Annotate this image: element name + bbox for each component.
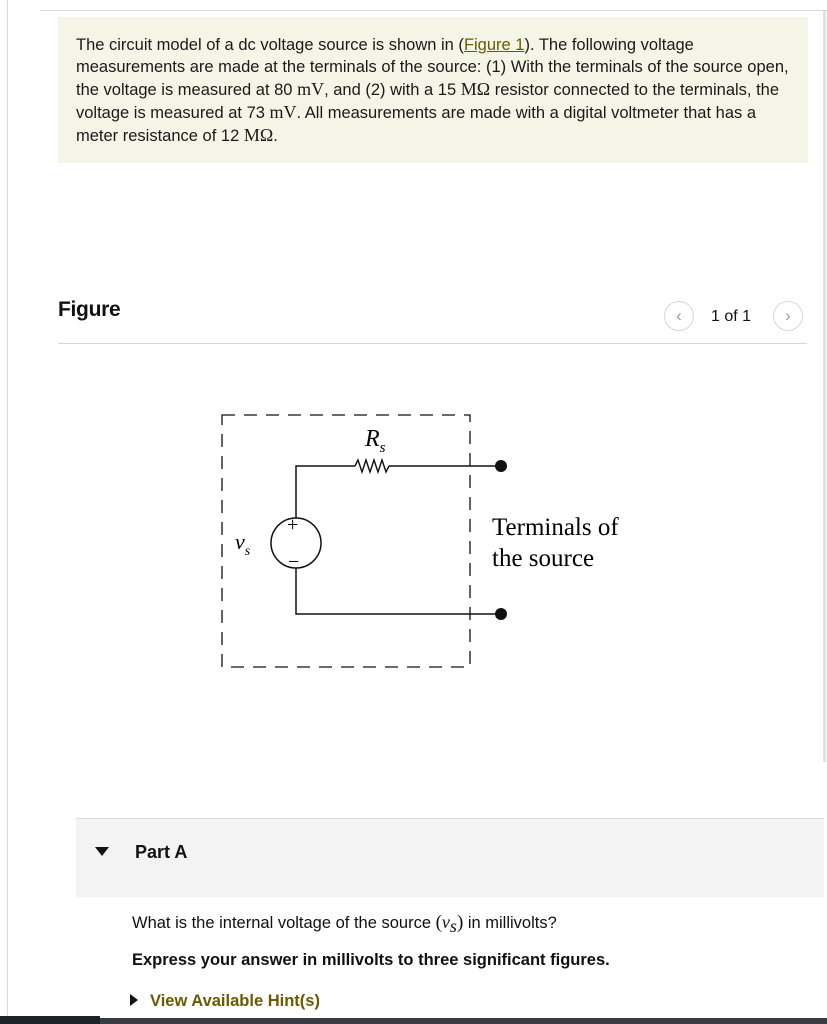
chevron-right-icon: ›: [785, 306, 791, 325]
problem-text-4: resistor connected to the terminals, the voltage is measured at 73: [76, 81, 780, 122]
top-terminal: [495, 460, 507, 472]
terminals-label-line-2: the source: [492, 545, 595, 572]
problem-text-6: .: [273, 127, 278, 145]
source-label-main: v: [235, 529, 245, 554]
unit-mohm: MΩ: [460, 79, 491, 99]
left-border: [7, 0, 8, 1024]
source-label: [235, 529, 251, 559]
part-title: Part A: [135, 842, 188, 862]
unit-mv: mV: [297, 79, 325, 99]
plus-sign: +: [287, 514, 299, 536]
resistor-label-sub: s: [379, 440, 386, 456]
resistor-label-main: R: [365, 426, 380, 452]
question-paren-open: (: [435, 912, 442, 933]
problem-text-2: ). The following voltage measurements are made at the terminals of the source: (1) With the terminals of the source open, the voltage is measured at 80: [76, 36, 789, 99]
hint-label: View Available Hint(s): [150, 992, 320, 1010]
question-text: [132, 912, 557, 937]
figure-counter: 1 of 1: [711, 308, 752, 325]
caret-right-icon: [130, 994, 138, 1006]
question-paren-close: ): [456, 912, 464, 933]
problem-text-5: . All measurements are made with a digital voltmeter that has a meter resistance of 12: [76, 104, 757, 145]
next-figure-button[interactable]: [773, 301, 803, 331]
question-post: in millivolts?: [463, 914, 557, 932]
figure-link[interactable]: Figure 1: [463, 36, 525, 54]
bottom-bar: [0, 1018, 827, 1024]
resistor-symbol: [355, 460, 389, 472]
top-divider: [40, 10, 827, 11]
problem-text-1: The circuit model of a dc voltage source is shown in (: [76, 36, 464, 54]
source-boundary: [222, 415, 470, 667]
source-label-sub: s: [244, 544, 251, 559]
problem-statement: [58, 17, 808, 163]
figure-title: Figure: [58, 298, 121, 321]
scrollbar[interactable]: [823, 10, 826, 762]
question-variable: v: [441, 912, 450, 932]
resistor-label: [364, 426, 386, 456]
unit-mohm-2: MΩ: [243, 125, 274, 145]
previous-figure-button[interactable]: [664, 301, 694, 331]
question-variable-sub: s: [449, 916, 457, 937]
unit-mv-2: mV: [269, 102, 297, 122]
answer-instruction: Express your answer in millivolts to three significant figures.: [132, 951, 610, 969]
chevron-left-icon: ‹: [676, 306, 682, 325]
minus-sign: −: [288, 551, 300, 573]
circuit-diagram: [200, 405, 670, 685]
figure-divider: [58, 343, 807, 344]
terminals-label-line-1: Terminals of: [492, 514, 619, 541]
bottom-terminal: [495, 608, 507, 620]
top-left-wire: [296, 466, 355, 518]
question-pre: What is the internal voltage of the source: [132, 914, 436, 932]
problem-text-3: , and (2) with a 15: [324, 81, 461, 99]
bottom-bar-dark-segment: [0, 1016, 100, 1024]
part-a-header[interactable]: [76, 818, 824, 897]
collapse-triangle-icon[interactable]: [95, 847, 109, 856]
view-hints-toggle[interactable]: [130, 992, 320, 1011]
